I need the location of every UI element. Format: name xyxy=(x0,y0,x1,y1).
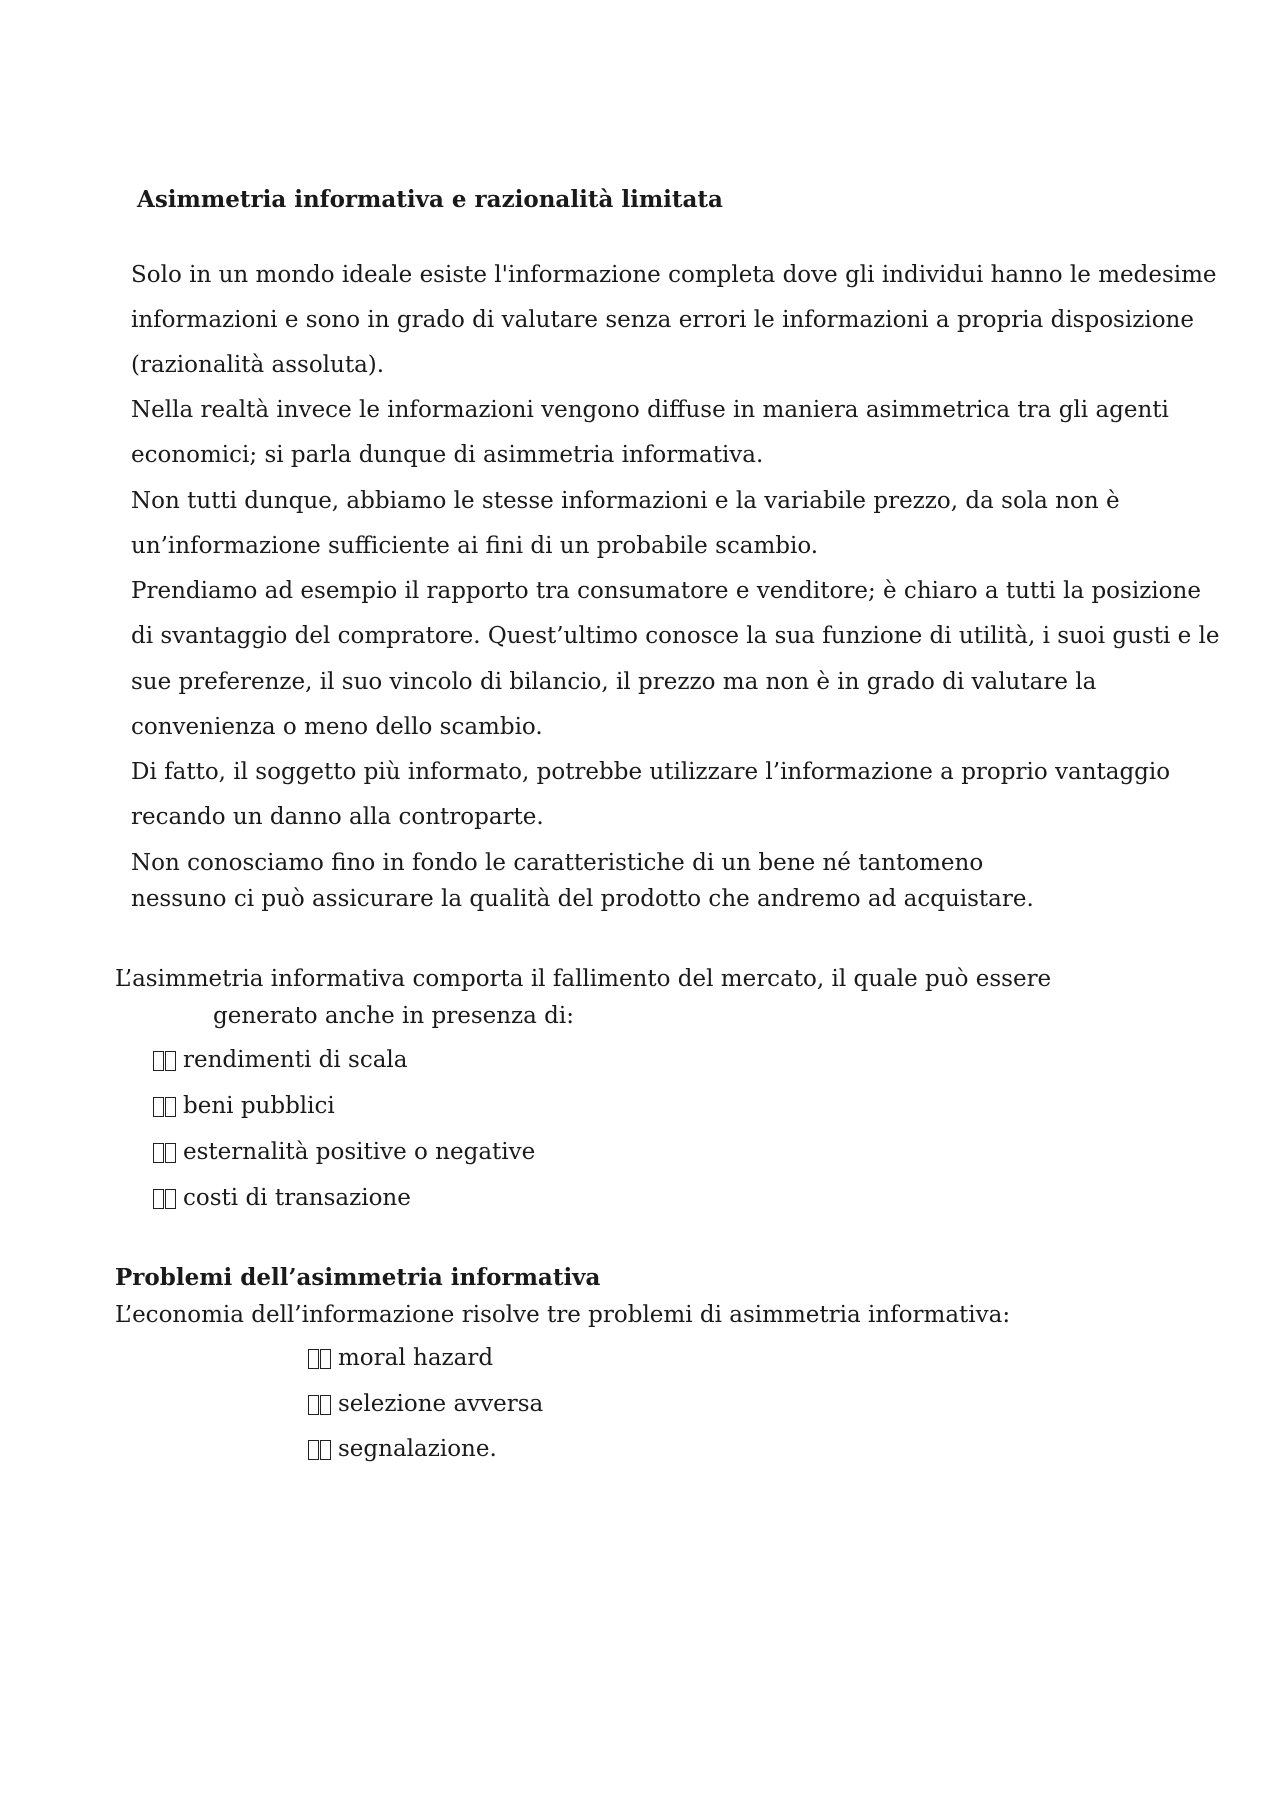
paragraph-line: di svantaggio del compratore. Quest’ultimo conosce la sua funzione di utilità, i suoi gusti e le xyxy=(131,623,1220,649)
paragraph-line: recando un danno alla controparte. xyxy=(131,804,544,830)
paragraph-line: Di fatto, il soggetto più informato, potrebbe utilizzare l’informazione a proprio vantaggio xyxy=(131,759,1171,785)
paragraph-line: un’informazione sufficiente ai fini di un probabile scambio. xyxy=(131,533,819,559)
list-item-label: esternalità positive o negative xyxy=(183,1139,536,1165)
paragraph-line: sue preferenze, il suo vincolo di bilancio, il prezzo ma non è in grado di valutare la xyxy=(131,669,1097,695)
list-item-label: costi di transazione xyxy=(183,1185,411,1211)
bullet-box-icon xyxy=(308,1349,332,1369)
list-item-label: moral hazard xyxy=(338,1345,494,1371)
list-item xyxy=(153,1141,535,1164)
paragraph-line: nessuno ci può assicurare la qualità del prodotto che andremo ad acquistare. xyxy=(131,886,1034,912)
paragraph-line: Nella realtà invece le informazioni vengono diffuse in maniera asimmetrica tra gli agenti xyxy=(131,397,1169,423)
paragraph-line: generato anche in presenza di: xyxy=(213,1003,575,1029)
list-item-label: rendimenti di scala xyxy=(183,1047,408,1073)
paragraph-line: L’economia dell’informazione risolve tre problemi di asimmetria informativa: xyxy=(115,1302,1011,1328)
list-item xyxy=(308,1393,543,1416)
bullet-box-icon xyxy=(308,1440,332,1460)
paragraph-line: Solo in un mondo ideale esiste l'informazione completa dove gli individui hanno le medesime xyxy=(131,262,1217,288)
paragraph-line: L’asimmetria informativa comporta il fallimento del mercato, il quale può essere xyxy=(115,966,1052,992)
paragraph-line: (razionalità assoluta). xyxy=(131,352,385,378)
section-title: Asimmetria informativa e razionalità limitata xyxy=(137,186,723,213)
bullet-box-icon xyxy=(153,1189,177,1209)
list-item xyxy=(153,1187,411,1210)
list-item xyxy=(153,1095,335,1118)
list-item-label: beni pubblici xyxy=(183,1093,335,1119)
paragraph-line: economici; si parla dunque di asimmetria informativa. xyxy=(131,442,764,468)
bullet-box-icon xyxy=(153,1051,177,1071)
list-item-label: selezione avversa xyxy=(338,1391,544,1417)
paragraph-line: Prendiamo ad esempio il rapporto tra consumatore e venditore; è chiaro a tutti la posizione xyxy=(131,578,1201,604)
paragraph-line: Non tutti dunque, abbiamo le stesse informazioni e la variabile prezzo, da sola non è xyxy=(131,488,1120,514)
paragraph-line: convenienza o meno dello scambio. xyxy=(131,714,543,740)
section-title: Problemi dell’asimmetria informativa xyxy=(115,1264,601,1291)
list-item xyxy=(153,1049,408,1072)
paragraph-line: informazioni e sono in grado di valutare senza errori le informazioni a propria disposizione xyxy=(131,307,1194,333)
bullet-box-icon xyxy=(153,1097,177,1117)
list-item xyxy=(308,1438,497,1461)
bullet-box-icon xyxy=(308,1395,332,1415)
paragraph-line: Non conosciamo fino in fondo le caratteristiche di un bene né tantomeno xyxy=(131,850,984,876)
bullet-box-icon xyxy=(153,1143,177,1163)
list-item-label: segnalazione. xyxy=(338,1436,497,1462)
list-item xyxy=(308,1347,493,1370)
